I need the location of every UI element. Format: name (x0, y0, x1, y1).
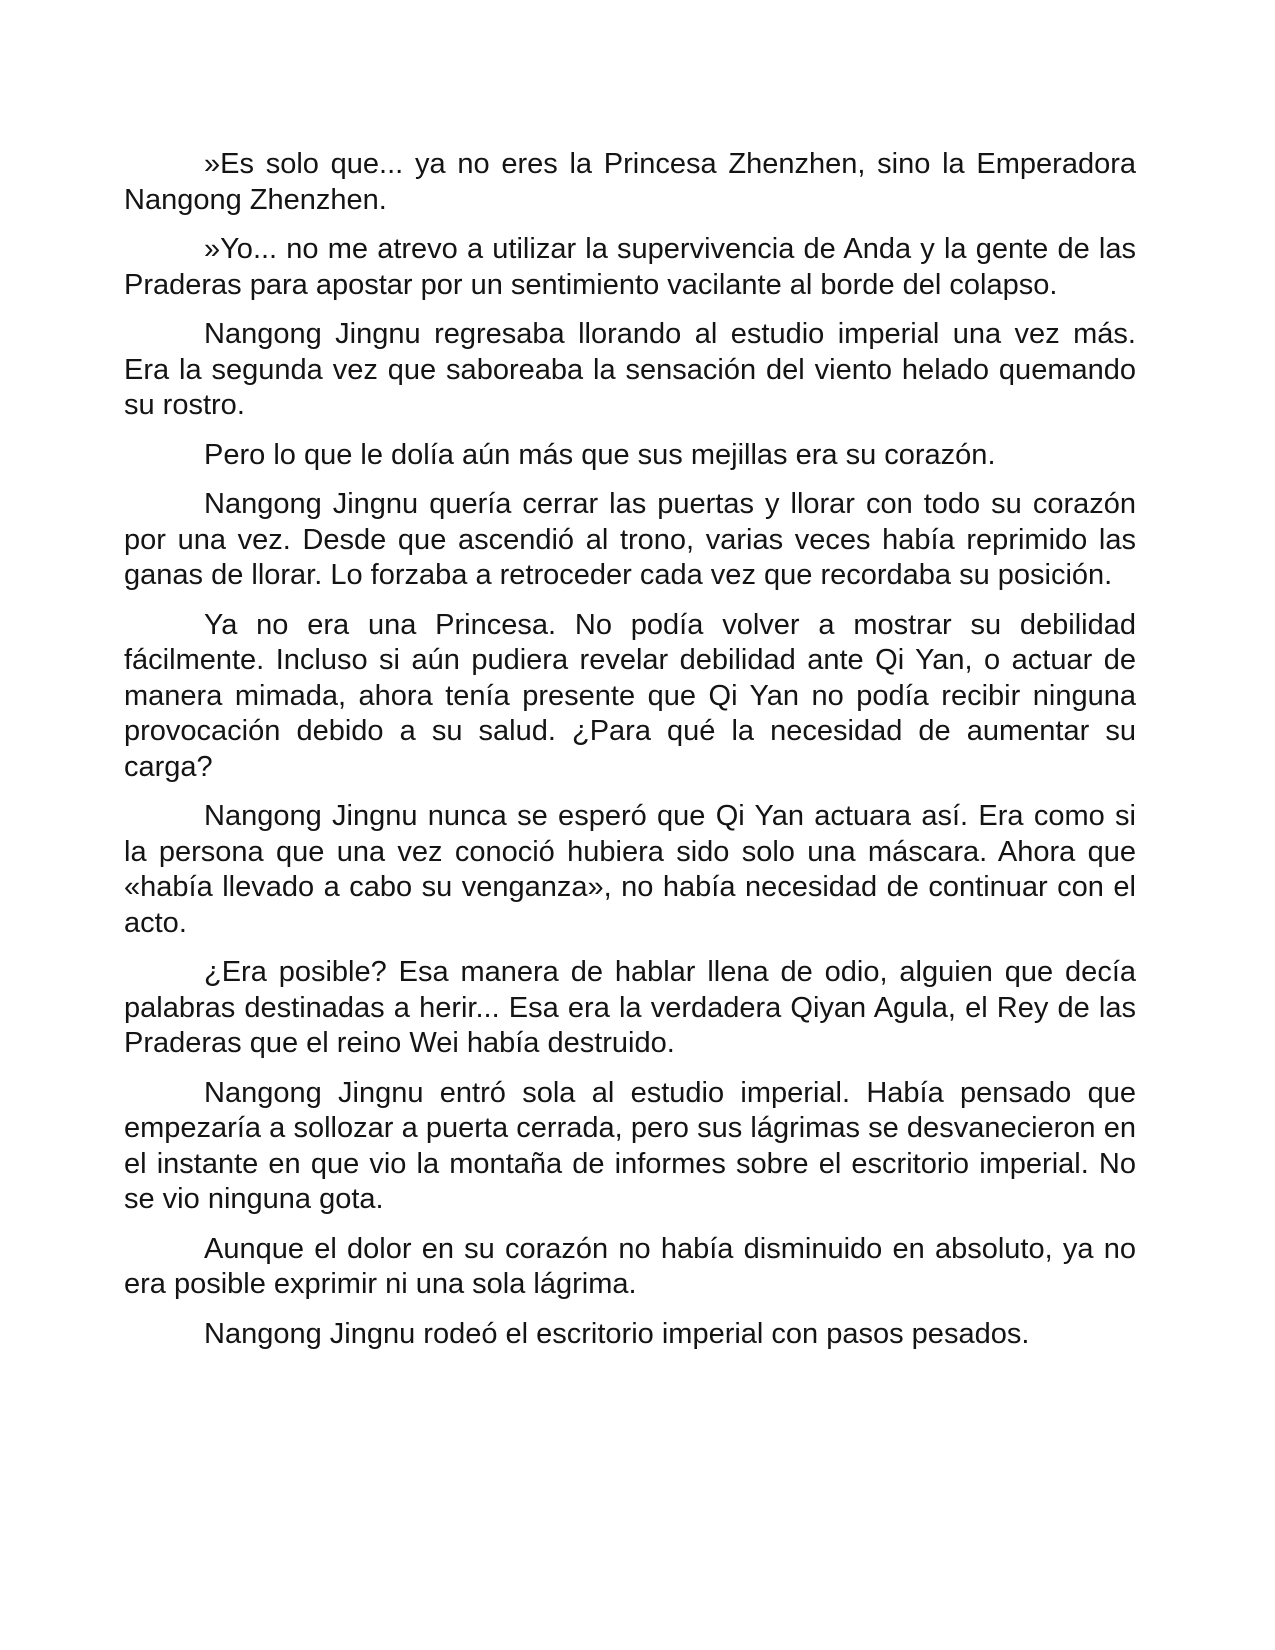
paragraph-7: Nangong Jingnu nunca se esperó que Qi Yan actuara así. Era como si la persona que una vez conoció hubiera sido solo una máscara. Ahora que «había llevado a cabo su venganza», no había necesidad de continuar con el acto. (124, 800, 1136, 939)
paragraph-9: Nangong Jingnu entró sola al estudio imperial. Había pensado que empezaría a sollozar a puerta cerrada, pero sus lágrimas se desvanecieron en el instante en que vio la montaña de informes sobre el escritorio imperial. No se vio ninguna gota. (124, 1076, 1136, 1215)
paragraph-4: Pero lo que le dolía aún más que sus mejillas era su corazón. (204, 438, 996, 471)
paragraph-11: Nangong Jingnu rodeó el escritorio imperial con pasos pesados. (204, 1317, 1030, 1350)
paragraph-8: ¿Era posible? Esa manera de hablar llena de odio, alguien que decía palabras destinadas a herir... Esa era la verdadera Qiyan Agula, el Rey de las Praderas que el reino Wei había destruido. (124, 956, 1136, 1059)
paragraph-3: Nangong Jingnu regresaba llorando al estudio imperial una vez más. Era la segunda vez que saboreaba la sensación del viento helado quemando su rostro. (124, 318, 1136, 421)
text-body (124, 147, 1136, 1366)
paragraph-1: »Es solo que... ya no eres la Princesa Zhenzhen, sino la Emperadora Nangong Zhenzhen. (124, 148, 1136, 216)
paragraph-5: Nangong Jingnu quería cerrar las puertas y llorar con todo su corazón por una vez. Desde que ascendió al trono, varias veces había reprimido las ganas de llorar. Lo forzaba a retroceder cada vez que recordaba su posición. (124, 488, 1136, 591)
paragraph-10: Aunque el dolor en su corazón no había disminuido en absoluto, ya no era posible exprimir ni una sola lágrima. (124, 1232, 1136, 1300)
paragraph-6: Ya no era una Princesa. No podía volver a mostrar su debilidad fácilmente. Incluso si aún pudiera revelar debilidad ante Qi Yan, o actuar de manera mimada, ahora tenía presente que Qi Yan no podía recibir ninguna provocación debido a su salud. ¿Para qué la necesidad de aumentar su carga? (124, 608, 1136, 783)
paragraph-2: »Yo... no me atrevo a utilizar la supervivencia de Anda y la gente de las Praderas para apostar por un sentimiento vacilante al borde del colapso. (124, 233, 1136, 301)
